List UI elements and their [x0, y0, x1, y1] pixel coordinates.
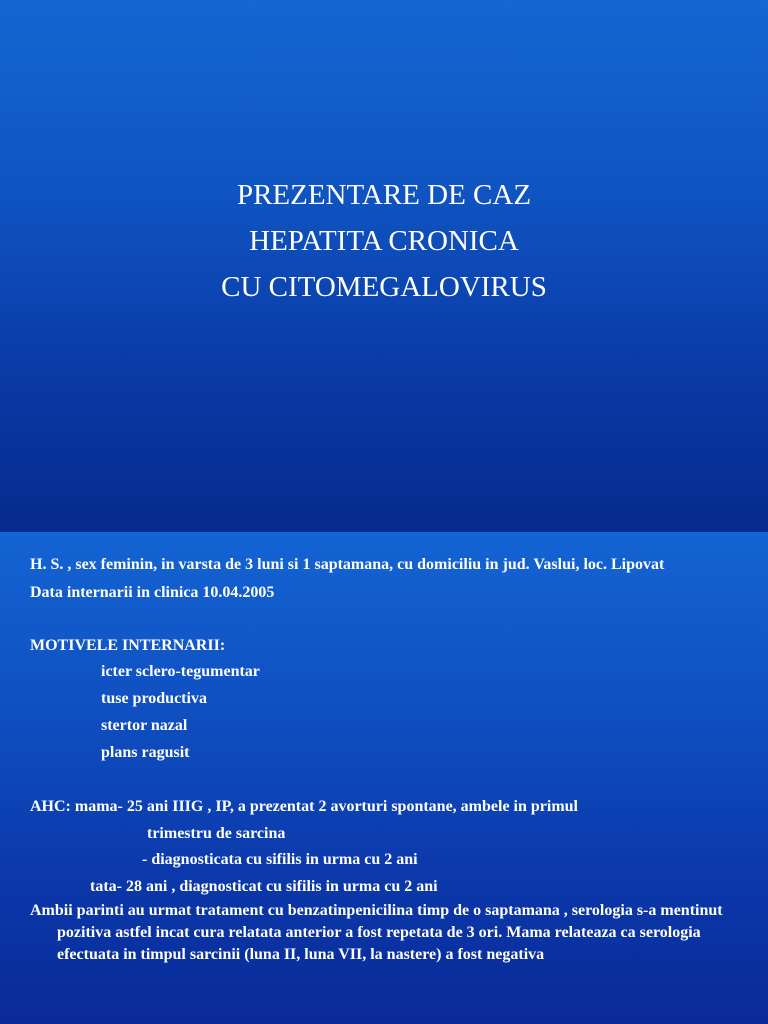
ahc-line: AHC: mama- 25 ani IIIG , IP, a prezentat 2 avorturi spontane, ambele in primul — [30, 798, 578, 815]
content-slide — [0, 532, 768, 1024]
patient-info: H. S. , sex feminin, in varsta de 3 luni si 1 saptamana, cu domiciliu in jud. Vaslui, loc. Lipovat — [30, 556, 665, 573]
title-line-1: PREZENTARE DE CAZ — [236, 179, 532, 211]
title-line-3: CU CITOMEGALOVIRUS — [221, 271, 547, 303]
spacer — [30, 605, 742, 628]
ahc-father-line: tata- 28 ani , diagnosticat cu sifilis in urma cu 2 ani — [90, 878, 438, 895]
ahc-line: trimestru de sarcina — [147, 825, 286, 842]
ahc-line: - diagnosticata cu sifilis in urma cu 2 ani — [142, 851, 418, 868]
motive-item: plans ragusit — [101, 744, 190, 761]
motive-item: stertor nazal — [101, 717, 188, 734]
title-line-2: HEPATITA CRONICA — [249, 225, 519, 257]
slide-title — [0, 172, 768, 310]
spacer — [30, 766, 742, 793]
motive-item: tuse productiva — [101, 690, 207, 707]
treatment-text: Ambii parinti au urmat tratament cu benzatinpenicilina timp de o saptamana , serologia s-a mentinut pozitiva astfel incat cura relatata anterior a fost repetata de 3 ori. Mama relateaza ca serologia efectuata in timpul sarcinii (luna II, luna VII, la nastere) a fost negativa — [30, 902, 723, 963]
motives-heading: MOTIVELE INTERNARII: — [30, 637, 226, 654]
case-description — [30, 554, 742, 966]
admission-date: Data internarii in clinica 10.04.2005 — [30, 584, 275, 601]
motive-item: icter sclero-tegumentar — [101, 663, 260, 680]
